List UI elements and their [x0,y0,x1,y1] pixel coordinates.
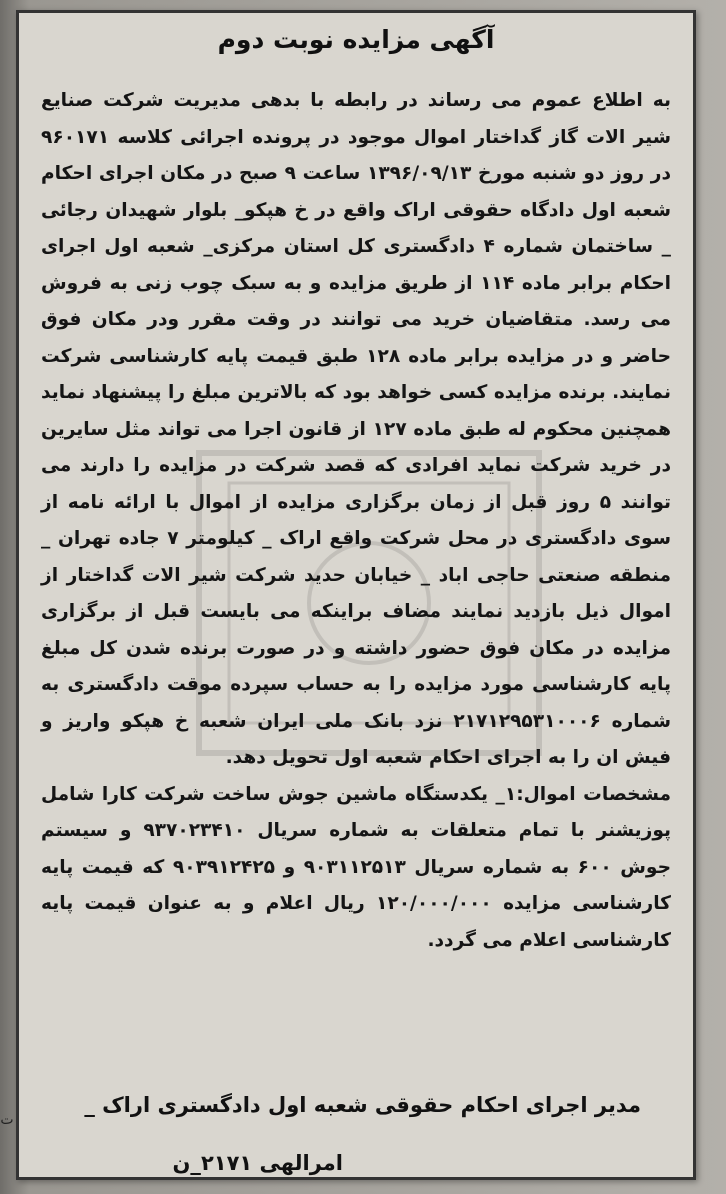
margin-mark: ت [0,1112,14,1128]
signature-name: امرالهی ۲۱۷۱_ن [172,1151,343,1175]
newspaper-clipping [16,10,696,1180]
assets-specification: مشخصات اموال:۱_ یکدستگاه ماشین جوش ساخت شرکت کارا شامل پوزیشنر با تمام متعلقات به شماره سریال ۹۳۷۰۲۳۴۱۰ و سیستم جوش ۶۰۰ به شماره سریال ۹۰۳۱۱۲۵۱۳ و ۹۰۳۹۱۲۴۲۵ که قیمت پایه کارشناسی مزایده ۱۲۰/۰۰۰/۰۰۰ ریال اعلام و به عنوان قیمت پایه کارشناسی اعلام می گردد. [41,783,672,951]
signature-title: مدیر اجرای احکام حقوقی شعبه اول دادگستری اراک _ [84,1093,641,1117]
notice-paragraph: به اطلاع عموم می رساند در رابطه با بدهی مدیریت شرکت صنایع شیر الات گاز گداختار اموال موجود در پرونده اجرائی کلاسه ۹۶۰۱۷۱ در روز دو شنبه مورخ ۱۳۹۶/۰۹/۱۳ ساعت ۹ صبح در مکان اجرای احکام شعبه اول دادگاه حقوقی اراک واقع در خ هپکو_ بلوار شهیدان رجائی _ ساختمان شماره ۴ دادگستری کل استان مرکزی_ شعبه اول اجرای احکام برابر ماده ۱۱۴ از طریق مزایده و به سبک چوب زنی به فروش می رسد. متقاضیان خرید می توانند در وقت مقرر ودر مکان فوق حاضر و در مزایده برابر ماده ۱۲۸ طبق قیمت پایه کارشناسی شرکت نمایند. برنده مزایده کسی خواهد بود که بالاترین مبلغ را پیشنهاد نماید همچنین محکوم له طبق ماده ۱۲۷ از قانون اجرا می تواند مثل سایرین در خرید شرکت نماید افرادی که قصد شرکت در مزایده را دارند می توانند ۵ روز قبل از زمان برگزاری مزایده از اموال با ارائه نامه از سوی دادگستری در محل شرکت واقع اراک _ کیلومتر ۷ جاده تهران _ منطقه صنعتی حاجی اباد _ خیابان حدید شرکت شیر الات گداختار از اموال ذیل بازدید نمایند مضاف براینکه می بایست قبل از برگزاری مزایده در مکان فوق حضور داشته و در صورت برنده شدن کل مبلغ پایه کارشناسی مورد مزایده را به حساب سپرده موقت دادگستری به شماره ۲۱۷۱۲۹۵۳۱۰۰۰۶ نزد بانک ملی ایران شعبه خ هپکو واریز و فیش ان را به اجرای احکام شعبه اول تحویل دهد. [41,90,672,768]
notice-title: آگهی مزایده نوبت دوم [217,25,495,54]
notice-body [41,83,671,959]
